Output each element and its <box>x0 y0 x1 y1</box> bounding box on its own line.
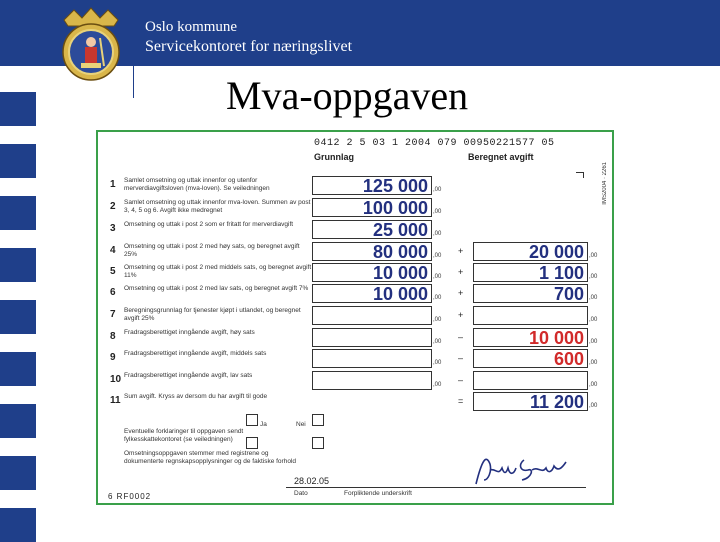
oslo-coat-of-arms-icon <box>54 6 128 84</box>
beregnet-avgift-field[interactable] <box>473 242 588 261</box>
checkbox-remarks-yes[interactable] <box>246 437 258 449</box>
row-operator: – <box>458 332 464 342</box>
avgift-decimals: ,00 <box>589 382 598 388</box>
row-number: 5 <box>110 266 116 277</box>
beregnet-avgift-value: 10 000 <box>528 328 584 348</box>
side-decor-block <box>0 352 36 386</box>
row-operator: = <box>458 396 464 406</box>
row-operator: + <box>458 267 464 277</box>
grunnlag-field[interactable] <box>312 220 432 239</box>
form-side-code: IMS2004 · 2261 <box>602 162 608 205</box>
grunnlag-value: 10 000 <box>372 284 428 304</box>
grunnlag-value: 80 000 <box>372 242 428 262</box>
grunnlag-decimals: ,00 <box>433 382 442 388</box>
grunnlag-decimals: ,00 <box>433 339 442 345</box>
grunnlag-field[interactable] <box>312 176 432 195</box>
avgift-decimals: ,00 <box>589 317 598 323</box>
row-number: 1 <box>110 179 116 190</box>
row-description: Omsetning og uttak i post 2 med lav sats, og beregnet avgift 7% <box>124 285 309 292</box>
side-decor-block <box>0 92 36 126</box>
side-decor-block <box>0 196 36 230</box>
row-number: 4 <box>110 245 116 256</box>
remarks-yes-label: Ja <box>260 421 267 428</box>
grunnlag-decimals: ,00 <box>433 295 442 301</box>
row-description: Beregningsgrunnlag for tjenester kjøpt i utlandet, og beregnet avgift 25% <box>124 307 301 322</box>
grunnlag-field[interactable] <box>312 306 432 325</box>
grunnlag-decimals: ,00 <box>433 360 442 366</box>
beregnet-avgift-field[interactable] <box>473 306 588 325</box>
grunnlag-field[interactable] <box>312 198 432 217</box>
beregnet-avgift-field[interactable] <box>473 392 588 411</box>
row-description: Fradragsberettiget inngående avgift, lav sats <box>124 372 253 379</box>
org-name: Oslo kommune <box>145 19 238 35</box>
avgift-decimals: ,00 <box>589 360 598 366</box>
side-decor-block <box>0 144 36 178</box>
beregnet-avgift-value: 700 <box>553 284 584 304</box>
row-description: Fradragsberettiget inngående avgift, høy sats <box>124 329 255 336</box>
grunnlag-decimals: ,00 <box>433 317 442 323</box>
row-description: Samlet omsetning og uttak innenfor og utenfor merverdiavgiftsloven (mva-loven). Se veiledningen <box>124 177 270 192</box>
column-header-grunnlag: Grunnlag <box>314 152 354 162</box>
date-label: Dato <box>294 490 308 497</box>
side-decor-block <box>0 404 36 438</box>
corner-mark <box>576 172 584 178</box>
row-number: 6 <box>110 287 116 298</box>
grunnlag-field[interactable] <box>312 284 432 303</box>
row-description: Samlet omsetning og uttak innenfor mva-loven. Summen av post 3, 4, 5 og 6. Avgift ikke medregnet <box>124 199 311 214</box>
row-number: 8 <box>110 331 116 342</box>
beregnet-avgift-value: 600 <box>553 349 584 369</box>
row-operator: – <box>458 353 464 363</box>
avgift-decimals: ,00 <box>589 295 598 301</box>
beregnet-avgift-field[interactable] <box>473 263 588 282</box>
row-operator: + <box>458 288 464 298</box>
checkbox-til-gode[interactable] <box>246 414 258 426</box>
grunnlag-field[interactable] <box>312 328 432 347</box>
row-description: Omsetning og uttak i post 2 med middels sats, og beregnet avgift 11% <box>124 264 312 279</box>
grunnlag-field[interactable] <box>312 349 432 368</box>
grunnlag-decimals: ,00 <box>433 274 442 280</box>
row-number: 9 <box>110 352 116 363</box>
form-footer-code: 6 RF0002 <box>108 492 152 501</box>
beregnet-avgift-value: 20 000 <box>528 242 584 262</box>
beregnet-avgift-field[interactable] <box>473 284 588 303</box>
row-operator: – <box>458 375 464 385</box>
row-description: Omsetning og uttak i post 2 som er fritatt for merverdiavgift <box>124 221 294 228</box>
row-number: 2 <box>110 201 116 212</box>
header-divider <box>133 10 134 98</box>
side-decor-block <box>0 300 36 334</box>
beregnet-avgift-value: 11 200 <box>529 392 584 412</box>
date-value[interactable]: 28.02.05 <box>294 476 330 486</box>
row-description: Omsetning og uttak i post 2 med høy sats, og beregnet avgift 25% <box>124 243 300 258</box>
beregnet-avgift-field[interactable] <box>473 371 588 390</box>
row-operator: + <box>458 310 464 320</box>
signature-label: Forpliktende underskrift <box>344 490 412 497</box>
avgift-decimals: ,00 <box>589 339 598 345</box>
grunnlag-decimals: ,00 <box>433 209 442 215</box>
side-decor-block <box>0 248 36 282</box>
grunnlag-field[interactable] <box>312 242 432 261</box>
grunnlag-field[interactable] <box>312 371 432 390</box>
row-number: 11 <box>110 395 121 406</box>
row-number: 10 <box>110 374 122 385</box>
slide-title: Mva-oppgaven <box>226 73 469 118</box>
beregnet-avgift-value: 1 100 <box>538 263 584 283</box>
beregnet-avgift-field[interactable] <box>473 328 588 347</box>
grunnlag-value: 125 000 <box>362 176 428 196</box>
remarks-no-label: Nei <box>296 421 306 428</box>
grunnlag-decimals: ,00 <box>433 187 442 193</box>
remarks-label: Eventuelle forklaringer til oppgaven sendt fylkesskattekontoret (se veiledningen) <box>124 428 244 443</box>
form-barcode-number: 0412 2 5 03 1 2004 079 00950221577 05 <box>314 138 555 149</box>
checkbox-remarks-no[interactable] <box>312 437 324 449</box>
row-operator: + <box>458 246 464 256</box>
handwritten-signature <box>472 450 572 490</box>
side-decor-block <box>0 508 36 542</box>
grunnlag-value: 25 000 <box>372 220 428 240</box>
row-description: Fradragsberettiget inngående avgift, middels sats <box>124 350 267 357</box>
row-number: 3 <box>110 223 116 234</box>
row-number: 7 <box>110 309 116 320</box>
avgift-decimals: ,00 <box>589 253 598 259</box>
side-decor-block <box>0 456 36 490</box>
grunnlag-decimals: ,00 <box>433 253 442 259</box>
department-name: Servicekontoret for næringslivet <box>145 38 353 55</box>
grunnlag-decimals: ,00 <box>433 231 442 237</box>
row-description: Sum avgift. Kryss av dersom du har avgift til gode <box>124 393 268 400</box>
avgift-decimals: ,00 <box>589 274 598 280</box>
vat-return-form <box>96 130 614 505</box>
confirmation-text: Omsetningsoppgaven stemmer med registrene og dokumenterte regnskapsopplysninger og de faktiske forhold <box>124 450 296 465</box>
avgift-decimals: ,00 <box>589 403 598 409</box>
column-header-beregnet-avgift: Beregnet avgift <box>468 152 534 162</box>
grunnlag-field[interactable] <box>312 263 432 282</box>
grunnlag-value: 100 000 <box>362 198 428 218</box>
checkbox-til-gode-sum[interactable] <box>312 414 324 426</box>
grunnlag-value: 10 000 <box>372 263 428 283</box>
beregnet-avgift-field[interactable] <box>473 349 588 368</box>
